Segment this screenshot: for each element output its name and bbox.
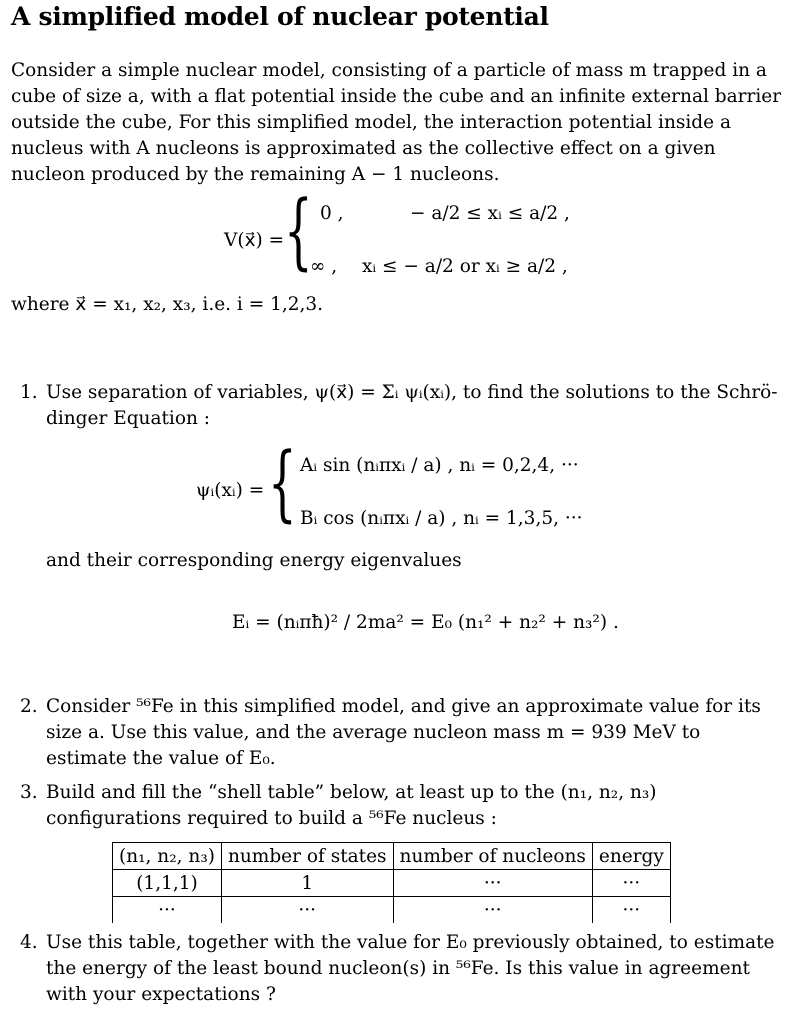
energy-intro: and their corresponding energy eigenvalues [46, 550, 462, 571]
shell-table [112, 842, 671, 923]
potential-case2-condition: xᵢ ≤ − a/2 or xᵢ ≥ a/2 , [362, 256, 568, 277]
potential-brace: { [284, 184, 313, 279]
wave-lhs: ψᵢ(xᵢ) = [196, 480, 265, 501]
list-item-4 [20, 930, 780, 1008]
wave-brace: { [268, 436, 297, 531]
list-item-1 [20, 380, 780, 432]
item-text: Use this table, together with the value for E₀ previously obtained, to estimate the energy of the least bound nucleon(s) in ⁵⁶Fe. Is this value in agreement with your expectations ? [46, 932, 775, 1005]
table-cell: ··· [393, 870, 592, 897]
potential-case1-condition: − a/2 ≤ xᵢ ≤ a/2 , [410, 203, 570, 224]
wave-case-sin: Aᵢ sin (nᵢπxᵢ / a) , nᵢ = 0,2,4, ··· [300, 455, 579, 476]
item-number: 2. [20, 696, 38, 717]
item-text: Build and fill the “shell table” below, at least up to the (n₁, n₂, n₃) configurations required to build a ⁵⁶Fe nucleus : [46, 782, 657, 829]
potential-case2-value: ∞ , [310, 256, 338, 277]
table-cell: (1,1,1) [113, 870, 222, 897]
table-cell: ··· [592, 870, 670, 897]
wave-case-cos: Bᵢ cos (nᵢπxᵢ / a) , nᵢ = 1,3,5, ··· [300, 508, 583, 529]
list-item-2 [20, 694, 780, 772]
table-cell: ··· [592, 897, 670, 924]
column-header: number of nucleons [393, 843, 592, 870]
potential-case1-value: 0 , [320, 203, 344, 224]
energy-equation: Eᵢ = (nᵢπħ)² / 2ma² = E₀ (n₁² + n₂² + n₃²) . [232, 612, 619, 633]
table-row [113, 870, 671, 897]
column-header: number of states [221, 843, 393, 870]
table-row [113, 897, 671, 924]
page-title: A simplified model of nuclear potential [11, 2, 549, 31]
item-number: 4. [20, 932, 38, 953]
table-cell: ··· [393, 897, 592, 924]
item-number: 3. [20, 782, 38, 803]
item-number: 1. [20, 382, 38, 403]
table-header-row [113, 843, 671, 870]
column-header: (n₁, n₂, n₃) [113, 843, 222, 870]
table-cell: ··· [221, 897, 393, 924]
item-text: Consider ⁵⁶Fe in this simplified model, and give an approximate value for its size a. Use this value, and the average nucleon mass m = 939 MeV to estimate the value of E₀. [46, 696, 761, 769]
table-cell: ··· [113, 897, 222, 924]
column-header: energy [592, 843, 670, 870]
list-item-3 [20, 780, 780, 832]
where-text: where x⃗ = x₁, x₂, x₃, i.e. i = 1,2,3. [11, 294, 324, 315]
item-text: Use separation of variables, ψ(x⃗) = Σᵢ ψᵢ(xᵢ), to find the solutions to the Schrö-dinger Equation : [46, 382, 778, 429]
intro-paragraph: Consider a simple nuclear model, consisting of a particle of mass m trapped in a cube of size a, with a flat potential inside the cube and an infinite external barrier outside the cube, For this simplified model, the interaction potential inside a nucleus with A nucleons is approximated as the collective effect on a given nucleon produced by the remaining A − 1 nucleons. [11, 60, 782, 185]
table-cell: 1 [221, 870, 393, 897]
potential-lhs: V(x⃗) = [224, 230, 285, 251]
